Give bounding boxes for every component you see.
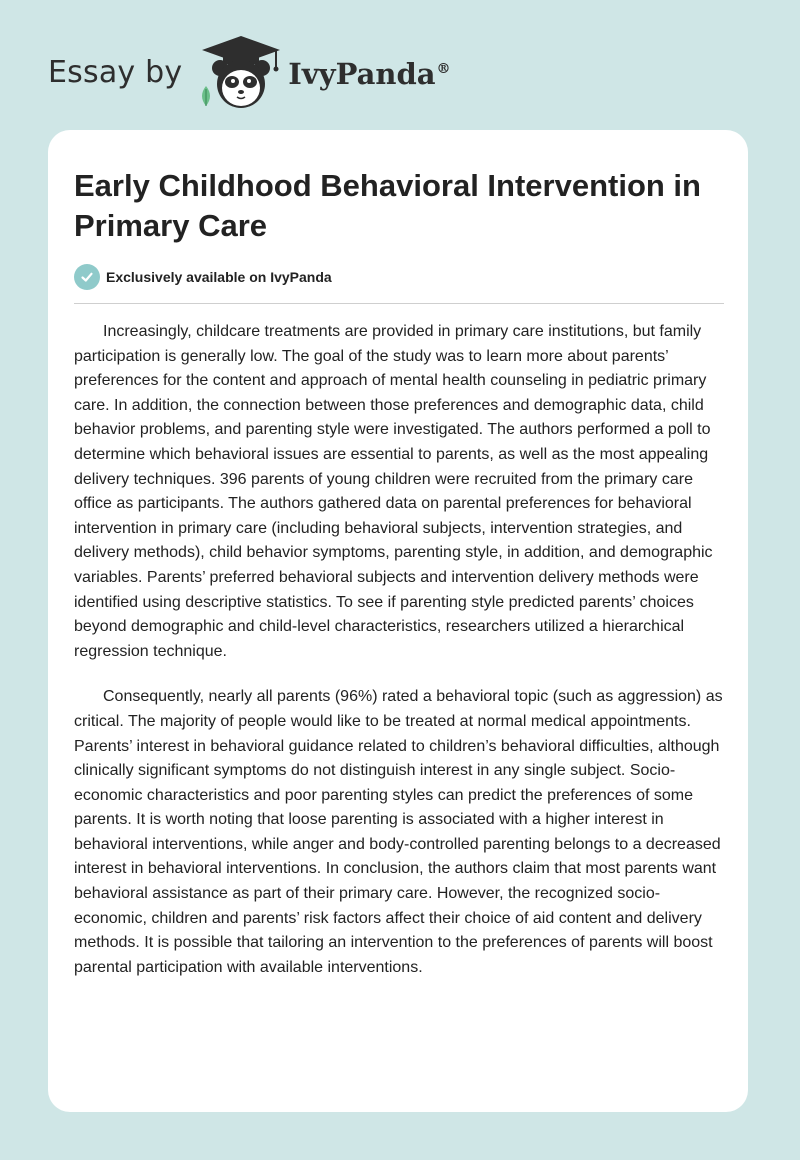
- essay-body: [74, 320, 724, 1001]
- page-title: Early Childhood Behavioral Intervention in Primary Care: [74, 168, 701, 243]
- check-icon: [74, 264, 100, 290]
- panda-logo-icon: [196, 34, 286, 110]
- paragraph: Increasingly, childcare treatments are provided in primary care institutions, but family participation is generally low. The goal of the study was to learn more about parents’ preferences for the content and approach of mental health counseling in pediatric primary care. In addition, the connection between those preferences and demographic data, child behavior problems, and parenting style were investigated. The authors performed a poll to determine which behavioral issues are essential to parents, as well as the most appealing delivery techniques. 396 parents of young children were recruited from the primary care office as participants. The authors gathered data on parental preferences for behavioral intervention in primary care (including behavioral subjects, intervention strategies, and delivery methods), child behavior symptoms, parenting style, in addition, and demographic variables. Parents’ preferred behavioral subjects and intervention delivery methods were identified using descriptive statistics. To see if parenting style predicted parents’ choices beyond demographic and child-level characteristics, researchers utilized a hierarchical regression technique.: [74, 323, 713, 660]
- badge-label: Exclusively available on IvyPanda: [106, 269, 332, 285]
- brand-prefix: Essay by: [48, 54, 183, 90]
- essay-card: [48, 130, 748, 1112]
- divider: [74, 303, 724, 304]
- registered-mark: ®: [436, 61, 451, 78]
- site-header-brand[interactable]: [48, 34, 451, 110]
- exclusive-badge: [74, 264, 332, 290]
- paragraph: Consequently, nearly all parents (96%) rated a behavioral topic (such as aggression) as critical. The majority of people would like to be treated at normal medical appointments. Parents’ interest in behavioral guidance related to children’s behavioral difficulties, although clinically significant symptoms do not distinguish interest in any single subject. Socio-economic characteristics and poor parenting styles can predict the preferences of some parents. It is worth noting that loose parenting is associated with a higher interest in behavioral interventions, while anger and body-controlled parenting belongs to a decreased interest in behavioral interventions. In conclusion, the authors claim that most parents want behavioral assistance as part of their primary care. However, the recognized socio-economic, children and parents’ risk factors affect their choice of aid content and delivery methods. It is possible that tailoring an intervention to the preferences of parents will boost parental participation with available interventions.: [74, 688, 723, 976]
- brand-name: IvyPanda®: [288, 57, 451, 91]
